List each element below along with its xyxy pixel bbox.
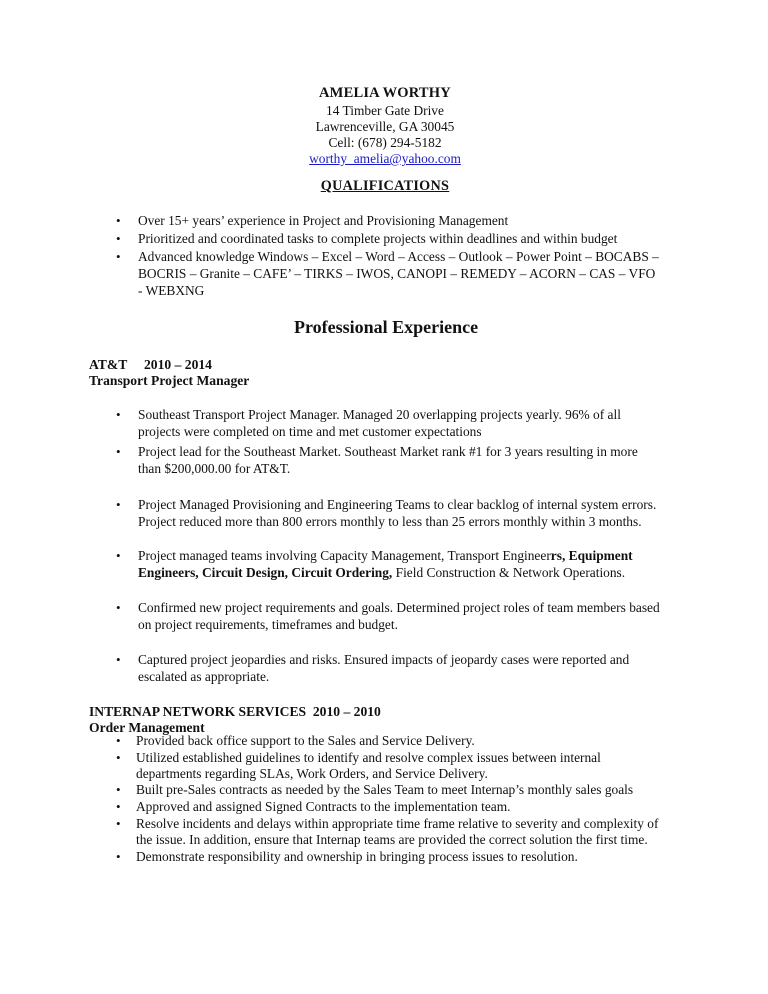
bullet-text: Southeast Transport Project Manager. Managed 20 overlapping projects yearly. 96% of all (138, 407, 621, 422)
bullet-text: Project lead for the Southeast Market. Southeast Market rank #1 for 3 years resulting in more (138, 444, 638, 459)
job-company-dates: AT&T 2010 – 2014 (89, 357, 212, 372)
qualification-text: Advanced knowledge Windows – Excel – Word – Access – Outlook – Power Point – BOCABS – (138, 249, 659, 264)
bullet-text: departments regarding SLAs, Work Orders, and Service Delivery. (136, 766, 488, 781)
email-link[interactable]: worthy_amelia@yahoo.com (309, 151, 461, 166)
bullet-icon: • (116, 652, 121, 667)
bullet-text: on project requirements, timeframes and budget. (138, 617, 398, 632)
bullet-icon: • (116, 444, 121, 459)
bullet-text: Captured project jeopardies and risks. Ensured impacts of jeopardy cases were reported and (138, 652, 630, 667)
bullet-icon: • (116, 213, 121, 228)
bullet-icon: • (116, 849, 121, 864)
bullet-icon: • (116, 799, 121, 814)
bullet-text: than $200,000.00 for AT&T. (138, 461, 291, 476)
bullet-text: Demonstrate responsibility and ownership in bringing process issues to resolution. (136, 849, 578, 864)
bullet-text: Project reduced more than 800 errors monthly to less than 25 errors monthly within 3 months. (138, 514, 642, 529)
bullet-text: Provided back office support to the Sales and Service Delivery. (136, 733, 475, 748)
experience-heading: Professional Experience (294, 317, 479, 337)
candidate-name: AMELIA WORTHY (319, 85, 451, 101)
bullet-text: Utilized established guidelines to identify and resolve complex issues between internal (136, 750, 601, 765)
job-role: Transport Project Manager (89, 373, 250, 388)
qualification-text: Over 15+ years’ experience in Project and Provisioning Management (138, 213, 509, 228)
bullet-text: Project managed teams involving Capacity Management, Transport Engineerrs, Equipment (138, 548, 633, 563)
job-company-dates: INTERNAP NETWORK SERVICES 2010 – 2010 (89, 704, 381, 719)
job-role: Order Management (89, 720, 205, 735)
bullet-text: escalated as appropriate. (138, 669, 270, 684)
qualification-text: BOCRIS – Granite – CAFE’ – TIRKS – IWOS, CANOPI – REMEDY – ACORN – CAS – VFO (138, 266, 656, 281)
bullet-icon: • (116, 782, 121, 797)
bullet-text: Built pre-Sales contracts as needed by the Sales Team to meet Internap’s monthly sales goals (136, 782, 634, 797)
phone-number: Cell: (678) 294-5182 (328, 135, 442, 150)
bullet-text: Engineers, Circuit Design, Circuit Ordering, Field Construction & Network Operations. (138, 565, 626, 580)
address-line-2: Lawrenceville, GA 30045 (315, 119, 455, 134)
bullet-icon: • (116, 548, 121, 563)
bullet-icon: • (116, 733, 121, 748)
bullet-text: the issue. In addition, ensure that Internap teams are provided the correct solution the first time. (136, 832, 648, 847)
bullet-text: Project Managed Provisioning and Engineering Teams to clear backlog of internal system errors. (138, 497, 657, 512)
bullet-icon: • (116, 816, 121, 831)
bullet-text: Confirmed new project requirements and goals. Determined project roles of team members based (138, 600, 660, 615)
bullet-text: Approved and assigned Signed Contracts to the implementation team. (136, 799, 511, 814)
bullet-text: Resolve incidents and delays within appropriate time frame relative to severity and complexity of (136, 816, 659, 831)
bullet-icon: • (116, 600, 121, 615)
qualification-text: Prioritized and coordinated tasks to complete projects within deadlines and within budget (138, 231, 618, 246)
bullet-icon: • (116, 750, 121, 765)
bullet-text: projects were completed on time and met customer expectations (138, 424, 482, 439)
qualifications-heading: QUALIFICATIONS (320, 178, 450, 194)
bullet-icon: • (116, 407, 121, 422)
bullet-icon: • (116, 497, 121, 512)
bullet-icon: • (116, 231, 121, 246)
qualification-text: - WEBXNG (138, 283, 205, 298)
address-line-1: 14 Timber Gate Drive (326, 103, 444, 118)
bullet-icon: • (116, 249, 121, 264)
